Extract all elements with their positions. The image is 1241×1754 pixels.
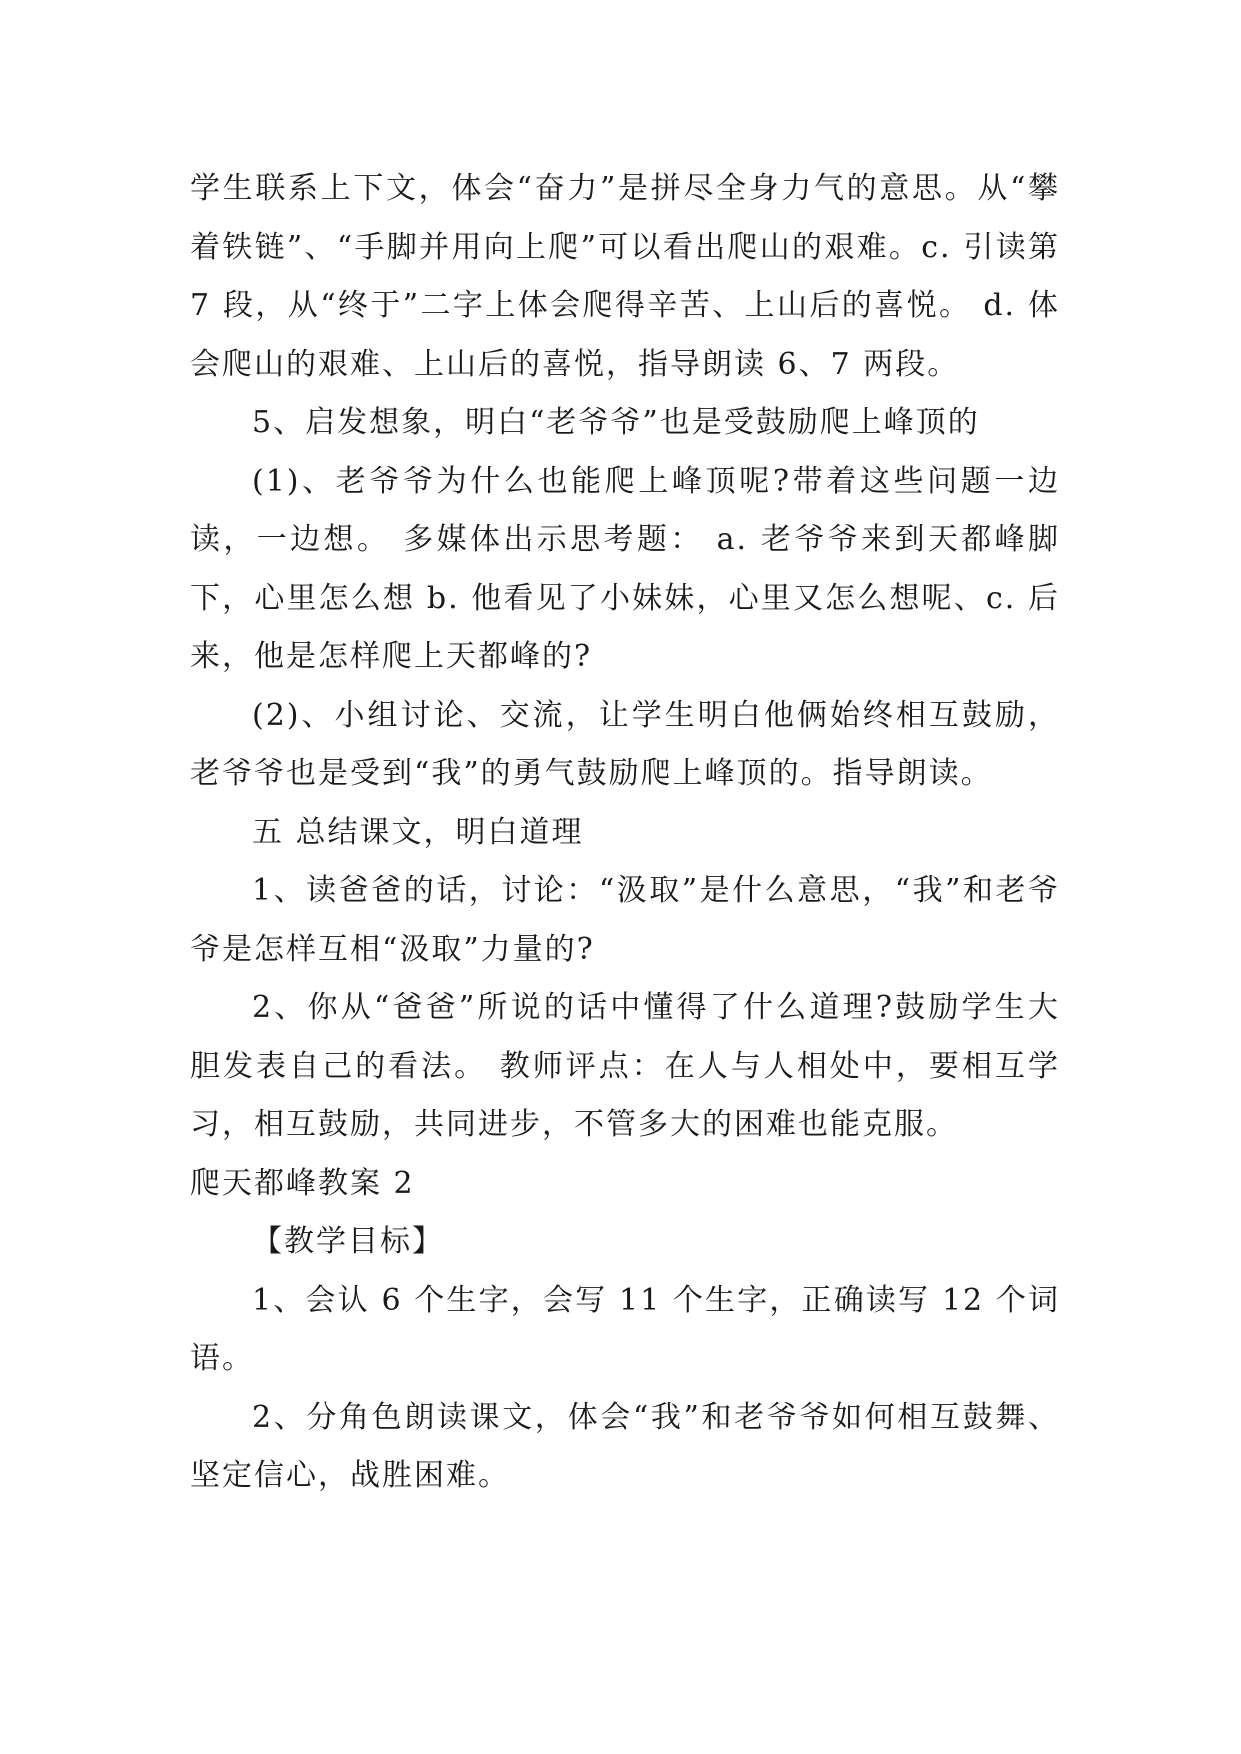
section-heading: 五 总结课文，明白道理 bbox=[252, 814, 584, 850]
section-heading: 【教学目标】 bbox=[252, 1224, 444, 1259]
paragraph-text: 2、你从“爸爸”所说的话中懂得了什么道理?鼓励学生大胆发表自己的看法。 教师评点：在人与人相处中，要相互学习，相互鼓励，共同进步，不管多大的困难也能克服。 bbox=[190, 990, 1060, 1142]
paragraph-text: 5、启发想象，明白“老爷爷”也是受鼓励爬上峰顶的 bbox=[252, 405, 980, 440]
paragraph-text: 1、读爸爸的话，讨论：“汲取”是什么意思，“我”和老爷爷是怎样互相“汲取”力量的? bbox=[190, 873, 1060, 967]
paragraph-text: 1、会认 6 个生字，会写 11 个生字，正确读写 12 个词语。 bbox=[190, 1282, 1060, 1376]
document-page bbox=[190, 160, 1060, 1506]
paragraph-text: 学生联系上下文，体会“奋力”是拼尽全身力气的意思。从“攀着铁链”、“手脚并用向上爬”可以看出爬山的艰难。c. 引读第 7 段，从“终于”二字上体会爬得辛苦、上山后的喜悦。 d. 体会爬山的艰难、上山后的喜悦，指导朗读 6、7 两段。 bbox=[190, 171, 1060, 382]
paragraph-text: (2)、小组讨论、交流，让学生明白他俩始终相互鼓励，老爷爷也是受到“我”的勇气鼓励爬上峰顶的。指导朗读。 bbox=[190, 697, 1060, 791]
paragraph-text: 2、分角色朗读课文，体会“我”和老爷爷如何相互鼓舞、坚定信心，战胜困难。 bbox=[190, 1399, 1060, 1493]
document-title: 爬天都峰教案 2 bbox=[190, 1165, 415, 1201]
paragraph-text: (1)、老爷爷为什么也能爬上峰顶呢?带着这些问题一边读，一边想。 多媒体出示思考题： a. 老爷爷来到天都峰脚下，心里怎么想 b. 他看见了小妹妹，心里又怎么想呢、c. 后来，他是怎样爬上天都峰的? bbox=[190, 463, 1060, 674]
